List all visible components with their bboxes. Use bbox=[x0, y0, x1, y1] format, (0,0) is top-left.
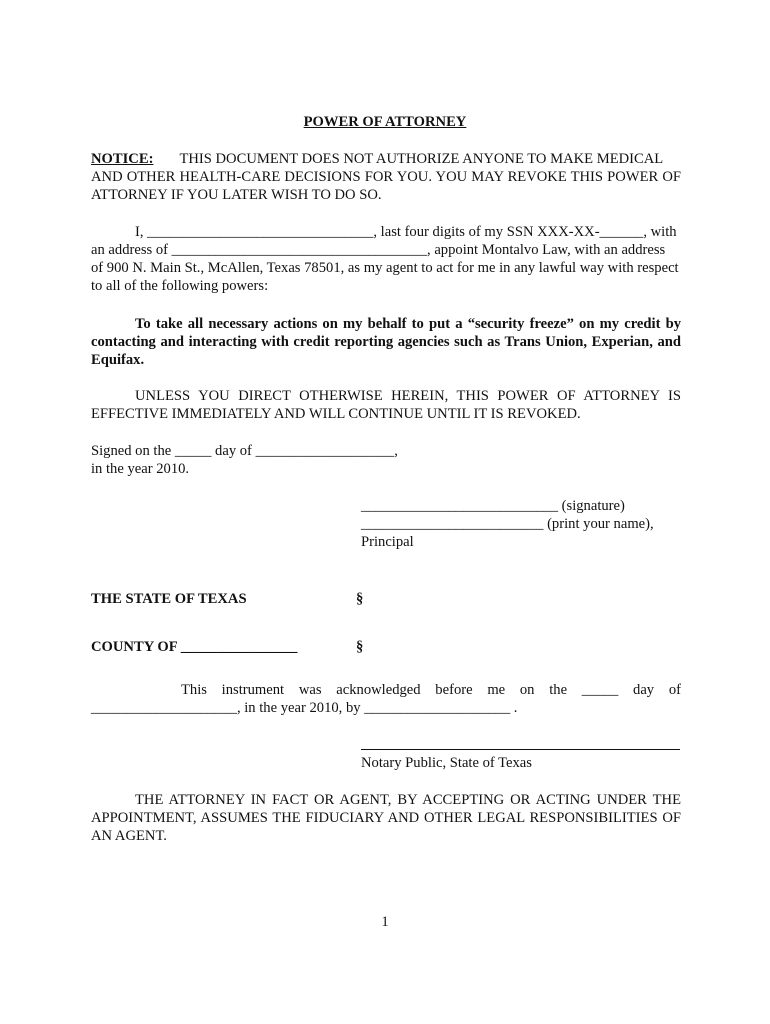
print-name-line: _________________________ (print your name), bbox=[361, 516, 654, 532]
notary-label: Notary Public, State of Texas bbox=[361, 755, 532, 771]
grant-line-3: of 900 N. Main St., McAllen, Texas 78501, as my agent to act for me in any lawful way with respect bbox=[91, 260, 679, 276]
acknowledgment-line-2: ____________________, in the year 2010, by ____________________ . bbox=[91, 700, 518, 716]
document-title: POWER OF ATTORNEY bbox=[303, 114, 467, 130]
acknowledgment-paragraph bbox=[91, 681, 681, 717]
principal-label: Principal bbox=[361, 534, 414, 550]
notice-line-1: THIS DOCUMENT DOES NOT AUTHORIZE ANYONE TO MAKE MEDICAL bbox=[179, 151, 664, 167]
notice-rest: AND OTHER HEALTH-CARE DECISIONS FOR YOU. YOU MAY REVOKE THIS POWER OF ATTORNEY IF YOU LATER WISH TO DO SO. bbox=[91, 169, 681, 203]
section-symbol-county: § bbox=[356, 639, 364, 655]
powers-paragraph: To take all necessary actions on my behalf to put a “security freeze” on my credit by contacting and interacting with credit reporting agencies such as Trans Union, Experian, and Equifax. bbox=[91, 316, 681, 368]
notice-label: NOTICE: bbox=[91, 151, 154, 167]
signed-line-2: in the year 2010. bbox=[91, 461, 190, 477]
signed-date-block bbox=[91, 442, 681, 478]
county-of: COUNTY OF ________________ bbox=[91, 639, 298, 655]
signature-line: ___________________________ (signature) bbox=[361, 498, 625, 514]
signature-block bbox=[361, 497, 681, 551]
page-number: 1 bbox=[381, 914, 389, 930]
grant-line-2: an address of ___________________________________, appoint Montalvo Law, with an address bbox=[91, 242, 666, 258]
effective-paragraph: UNLESS YOU DIRECT OTHERWISE HEREIN, THIS POWER OF ATTORNEY IS EFFECTIVE IMMEDIATELY AND WILL CONTINUE UNTIL IT IS REVOKED. bbox=[91, 388, 681, 422]
acknowledgment-line-1: This instrument was acknowledged before me on the _____ day of bbox=[181, 682, 681, 698]
notice-first-line bbox=[91, 150, 681, 168]
state-of-texas: THE STATE OF TEXAS bbox=[91, 591, 247, 607]
agent-notice-paragraph: THE ATTORNEY IN FACT OR AGENT, BY ACCEPTING OR ACTING UNDER THE APPOINTMENT, ASSUMES THE FIDUCIARY AND OTHER LEGAL RESPONSIBILITIES OF AN AGENT. bbox=[91, 792, 681, 844]
grant-line-4: to all of the following powers: bbox=[91, 278, 269, 294]
signed-line-1: Signed on the _____ day of ___________________, bbox=[91, 443, 398, 459]
grant-paragraph bbox=[91, 223, 681, 295]
notice-paragraph bbox=[91, 150, 681, 204]
section-symbol-state: § bbox=[356, 591, 364, 607]
grant-line-1: I, _______________________________, last four digits of my SSN XXX-XX-______, with bbox=[135, 224, 677, 240]
notary-signature-rule bbox=[361, 749, 680, 750]
